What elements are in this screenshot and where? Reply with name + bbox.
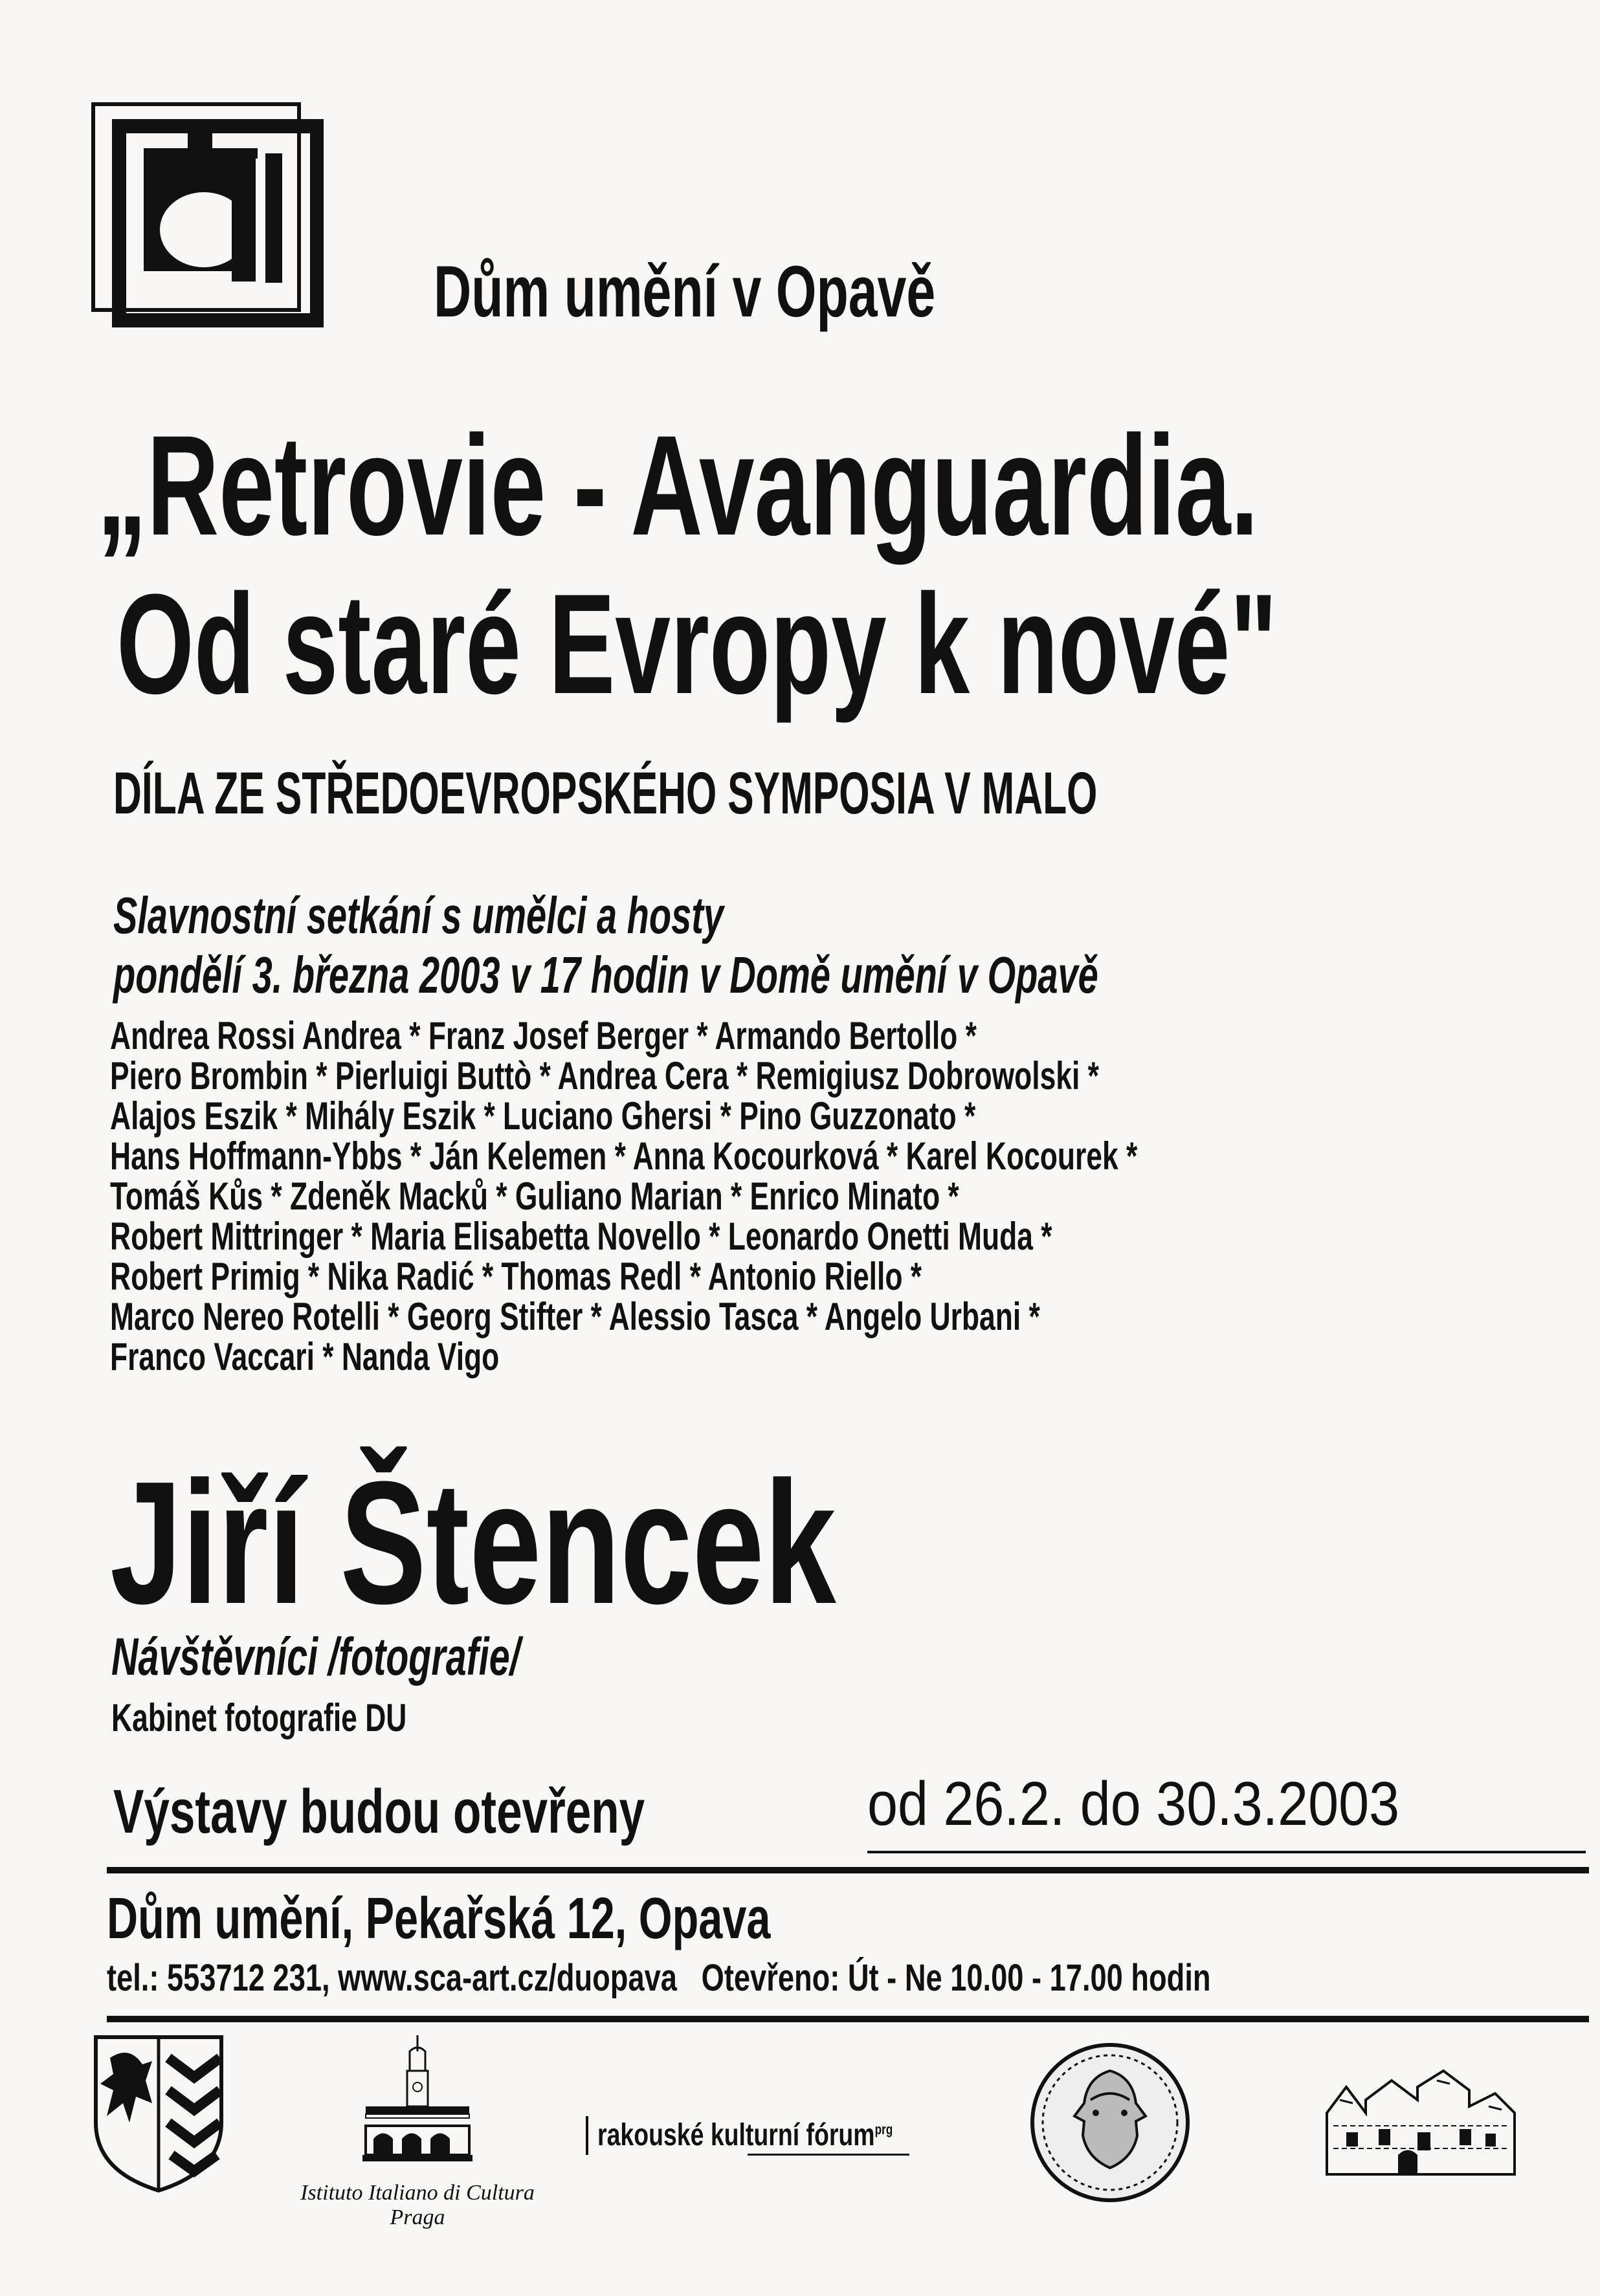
meeting-line2: pondělí 3. března 2003 v 17 hodin v Domě umění v Opavě — [113, 946, 1098, 1004]
artist-line: Marco Nereo Rotelli * Georg Stifter * Alessio Tasca * Angelo Urbani * — [110, 1295, 1040, 1338]
forum-suffix: prg — [874, 2121, 893, 2137]
istituto-caption — [278, 2181, 557, 2230]
phone-web: tel.: 553712 231, www.sca-art.cz/duopava — [107, 1957, 677, 1999]
dates-label: Výstavy budou otevřeny — [113, 1777, 645, 1846]
second-artist-work: Návštěvníci /fotografie/ — [111, 1628, 520, 1686]
second-artist-name: Jiří Štencek — [110, 1446, 836, 1640]
artist-line: Hans Hoffmann-Ybbs * Ján Kelemen * Anna Kocourková * Karel Kocourek * — [110, 1134, 1138, 1178]
forum-name: rakouské kulturní fórum — [597, 2118, 875, 2152]
exhibition-subtitle: DÍLA ZE STŘEDOEVROPSKÉHO SYMPOSIA V MALO — [113, 760, 1098, 826]
forum-logo — [586, 2110, 1000, 2161]
castle-sketch-icon — [1320, 2061, 1521, 2181]
artist-line: Piero Brombin * Pierluigi Buttò * Andrea Cera * Remigiusz Dobrowolski * — [110, 1054, 1099, 1098]
dates-range: od 26.2. do 30.3.2003 — [867, 1769, 1400, 1838]
dates-underline — [867, 1851, 1586, 1853]
divider-top — [107, 1867, 1589, 1873]
artist-line: Alajos Eszik * Mihály Eszik * Luciano Ghersi * Pino Guzzonato * — [110, 1094, 976, 1138]
istituto-line2: Praga — [390, 2205, 445, 2229]
janus-coin-icon — [1026, 2038, 1194, 2207]
address: Dům umění, Pekařská 12, Opava — [107, 1886, 771, 1951]
exhibition-title-line2: Od staré Evropy k nové" — [117, 564, 1278, 723]
artist-line: Franco Vaccari * Nanda Vigo — [110, 1335, 500, 1378]
artist-line: Robert Primig * Nika Radić * Thomas Redl * Antonio Riello * — [110, 1255, 922, 1298]
contact-line — [107, 1959, 1211, 1997]
coat-of-arms-icon — [91, 2032, 227, 2194]
institution-name: Dům umění v Opavě — [434, 251, 936, 332]
divider-bottom — [107, 2016, 1589, 2022]
artist-line: Tomáš Kůs * Zdeněk Macků * Guliano Marian * Enrico Minato * — [110, 1175, 959, 1218]
meeting-line1: Slavnostní setkání s umělci a hosty — [113, 887, 724, 944]
opening-hours: Otevřeno: Út - Ne 10.00 - 17.00 hodin — [701, 1957, 1211, 1999]
du-logo-icon — [91, 100, 324, 333]
second-venue: Kabinet fotografie DU — [111, 1696, 407, 1739]
artist-line: Andrea Rossi Andrea * Franz Josef Berger * Armando Bertollo * — [110, 1014, 977, 1057]
istituto-building-icon — [359, 2032, 476, 2168]
artist-line: Robert Mittringer * Maria Elisabetta Novello * Leonardo Onetti Muda * — [110, 1215, 1052, 1258]
exhibition-title-line1: „Retrovie - Avanguardia. — [97, 406, 1259, 565]
istituto-line1: Istituto Italiano di Cultura — [300, 2181, 535, 2205]
